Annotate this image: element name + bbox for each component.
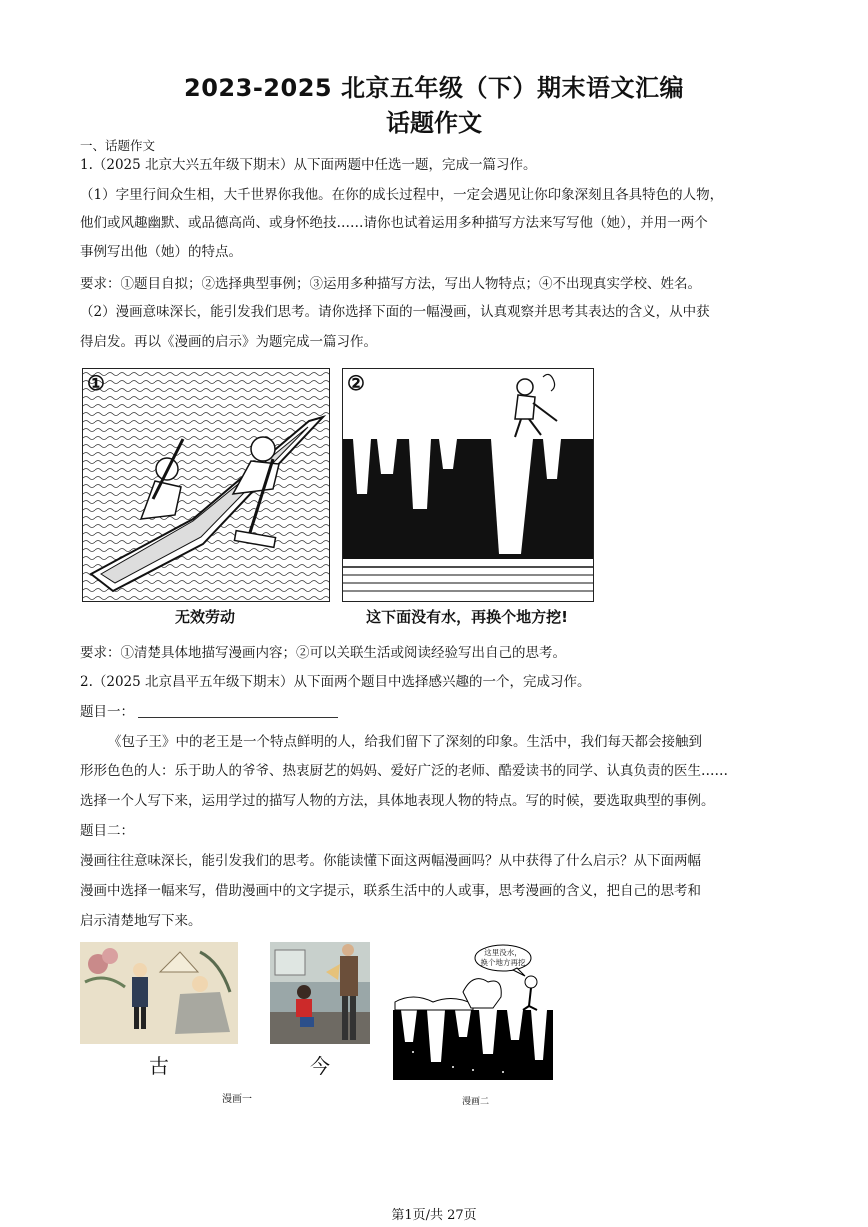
q1-prompt-1-line-1: （1）字里行间众生相，大千世界你我他。在你的成长过程中，一定会遇见让你印象深刻且各具特色的人物，: [80, 187, 724, 203]
ancient-scene-image: [80, 942, 238, 1044]
speech-bubble-line-1: 这里没水，: [484, 948, 522, 957]
comic-rowing-boat: [82, 368, 330, 602]
topic-1-label: 题目一：: [80, 704, 134, 720]
ancient-label: 古: [149, 1054, 169, 1078]
comic-two-image: [393, 942, 553, 1080]
page-title: 2023-2025 北京五年级（下）期末语文汇编: [184, 74, 684, 102]
speech-bubble-line-2: 换个地方再挖: [480, 958, 526, 967]
modern-label: 今: [310, 1054, 330, 1078]
q1-prompt-2-line-2: 得启发。再以《漫画的启示》为题完成一篇习作。: [80, 334, 377, 350]
comic-1-caption: 无效劳动: [174, 608, 235, 626]
comic-one-label: 漫画一: [222, 1094, 252, 1105]
comic-two-illustration: [393, 942, 553, 1080]
q1-prompt-1-line-3: 事例写出他（她）的特点。: [80, 244, 242, 260]
topic-1-line-3: 选择一个人写下来，运用学过的描写人物的方法，具体地表现人物的特点。写的时候，要选取典型的事例。: [80, 793, 715, 809]
topic-2-line-1: 漫画往往意味深长，能引发我们的思考。你能读懂下面这两幅漫画吗？从中获得了什么启示？从下面两幅: [80, 853, 701, 869]
comic-two-label: 漫画二: [462, 1097, 490, 1107]
question-2-heading: 2.（2025 北京昌平五年级下期末）从下面两个题目中选择感兴趣的一个，完成习作。: [80, 674, 591, 690]
q1-requirements-1: 要求：①题目自拟；②选择典型事例；③运用多种描写方法，写出人物特点；④不出现真实学校、姓名。: [80, 276, 701, 292]
topic-1-line-2: 形形色色的人：乐于助人的爷爷、热衷厨艺的妈妈、爱好广泛的老师、酷爱读书的同学、认真负责的医生……: [80, 763, 728, 779]
topic-1-line-1: 《包子王》中的老王是一个特点鲜明的人，给我们留下了深刻的印象。生活中，我们每天都会接触到: [108, 734, 702, 750]
digging-wells-illustration: [343, 369, 593, 601]
q1-prompt-2-line-1: （2）漫画意味深长，能引发我们思考。请你选择下面的一幅漫画，认真观察并思考其表达的含义，从中获: [80, 304, 710, 320]
topic-1-label-row: [80, 703, 792, 722]
comic-digging-wells: [342, 368, 594, 602]
topic-2-label: 题目二：: [80, 823, 134, 839]
modern-scene-illustration: [270, 942, 370, 1044]
page-subtitle: 话题作文: [386, 109, 482, 137]
comic-2-number: ②: [347, 371, 365, 395]
page-footer: 第1页/共 27页: [391, 1208, 477, 1223]
rowing-boat-illustration: [83, 369, 329, 601]
comic-1-number: ①: [87, 371, 105, 395]
section-heading: 一、话题作文: [80, 138, 156, 153]
topic-2-line-2: 漫画中选择一幅来写，借助漫画中的文字提示，联系生活中的人或事，思考漫画的含义，把自己的思考和: [80, 883, 701, 899]
q1-requirements-2: 要求：①清楚具体地描写漫画内容；②可以关联生活或阅读经验写出自己的思考。: [80, 645, 566, 661]
speech-bubble: [479, 948, 527, 968]
modern-scene-image: [270, 942, 370, 1044]
comic-2-caption: 这下面没有水，再换个地方挖!: [366, 608, 568, 626]
q1-prompt-1-line-2: 他们或风趣幽默、或品德高尚、或身怀绝技……请你也试着运用多种描写方法来写写他（她），并用一两个: [80, 215, 708, 231]
ancient-scene-illustration: [80, 942, 238, 1044]
question-1-heading: 1.（2025 北京大兴五年级下期末）从下面两题中任选一题，完成一篇习作。: [80, 157, 537, 173]
topic-1-blank: [138, 703, 338, 718]
topic-2-line-3: 启示清楚地写下来。: [80, 913, 202, 929]
